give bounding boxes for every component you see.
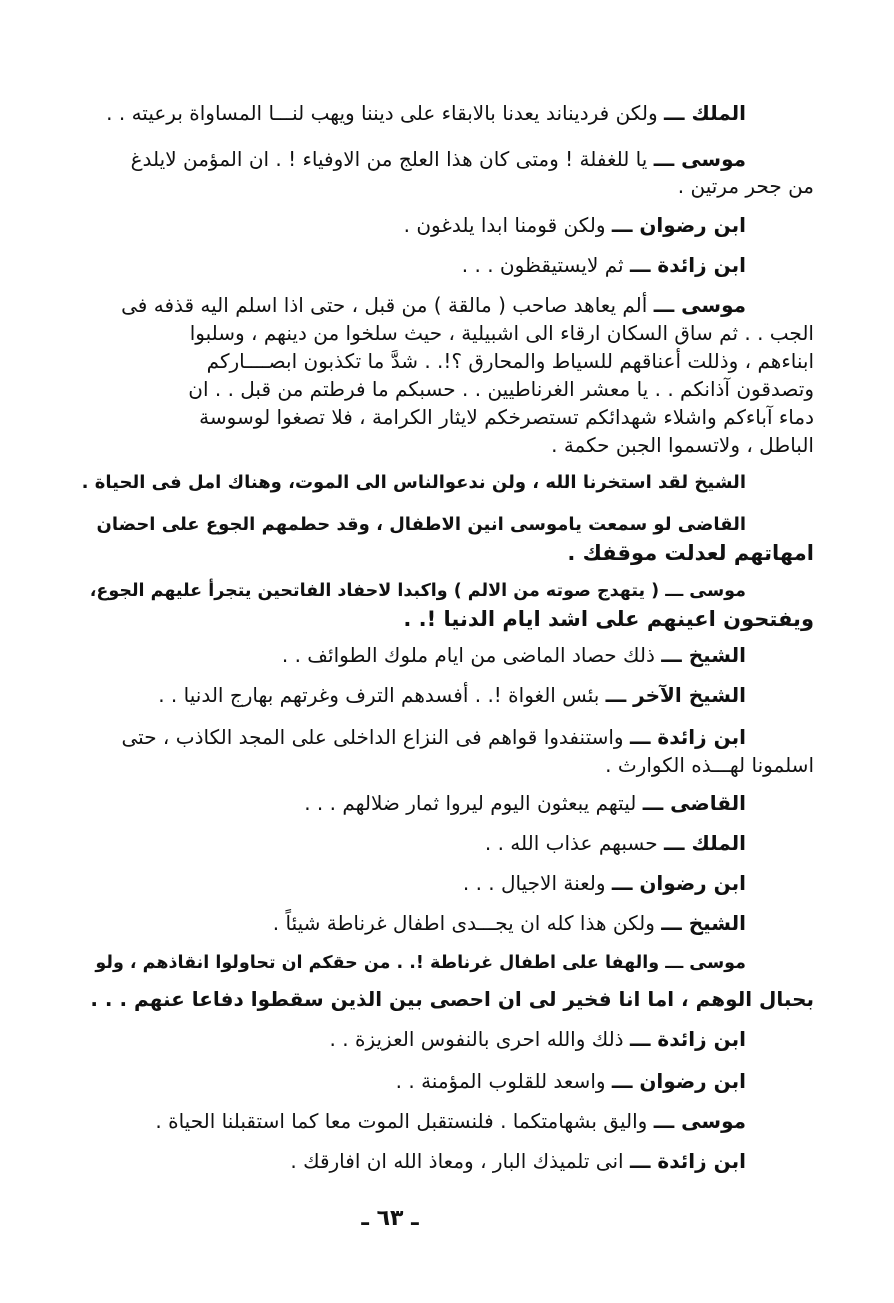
dialogue-line	[330, 1026, 746, 1052]
dialogue-text: ولكن قومنا ابدا يلدغون .	[403, 213, 612, 237]
dialogue-text: ولكن هذا كله ان يجـــدى اطفال غرناطة شيئاً .	[272, 911, 662, 935]
dialogue-line	[273, 910, 746, 936]
dialogue-line	[462, 252, 746, 278]
dialogue-line	[678, 173, 814, 199]
dialogue-line	[96, 512, 746, 538]
dialogue-text: واستنفدوا قواهم فى النزاع الداخلى على المجد الكاذب ، حتى	[121, 725, 630, 749]
dialogue-text: وتصدقون آذانكم . . يا معشر الغرناطيين . . حسبكم ما فرطتم من قبل . . ان	[188, 377, 814, 401]
dialogue-line	[396, 1068, 746, 1094]
dialogue-text: يا للغفلة ! ومتى كان هذا العلج من الاوفياء ! . ان المؤمن لايلدغ	[130, 147, 654, 171]
speaker-name: موسى ـــ	[665, 953, 746, 973]
dialogue-text: لو سمعت ياموسى انين الاطفال ، وقد حطمهم الجوع على احضان	[96, 514, 678, 535]
dialogue-line	[403, 606, 814, 632]
dialogue-text: واسعد للقلوب المؤمنة . .	[395, 1069, 612, 1093]
speaker-name: القاضى	[677, 514, 746, 535]
speaker-name: ابن زائدة ـــ	[629, 253, 746, 277]
dialogue-line	[121, 292, 746, 318]
dialogue-text: واليق بشهامتكما . فلنستقبل الموت معا كما استقبلنا الحياة .	[155, 1109, 654, 1133]
dialogue-line	[304, 790, 746, 816]
page-number: ـ ٦٣ ـ	[361, 1206, 419, 1231]
dialogue-line	[207, 348, 814, 374]
speaker-name: الشيخ	[694, 472, 746, 493]
speaker-name: الشيخ ـــ	[661, 643, 746, 667]
dialogue-line	[282, 642, 746, 668]
dialogue-text: ذلك حصاد الماضى من ايام ملوك الطوائف . .	[281, 643, 662, 667]
dialogue-line	[188, 376, 814, 402]
dialogue-text: والهفا على اطفال غرناطة !. . من حقكم ان تحاولوا انقاذهم ، ولو	[95, 953, 666, 973]
dialogue-line	[463, 870, 746, 896]
dialogue-line	[95, 950, 746, 976]
dialogue-text: ( يتهدج صوته من الالم ) واكبدا لاحفاد الفاتحين يتجرأ عليهم الجوع،	[89, 581, 666, 601]
speaker-name: ابن زائدة ـــ	[629, 1149, 746, 1173]
dialogue-text: حسبهم عذاب الله . .	[484, 831, 664, 855]
dialogue-line	[90, 986, 814, 1012]
dialogue-text: ويفتحون اعينهم على اشد ايام الدنيا !. .	[403, 607, 814, 631]
dialogue-line	[567, 540, 814, 566]
dialogue-text: ولعنة الاجيال . . .	[462, 871, 612, 895]
speaker-name: موسى ـــ	[653, 147, 746, 171]
dialogue-text: ذلك والله احرى بالنفوس العزيزة . .	[329, 1027, 630, 1051]
dialogue-text: اسلمونا لهـــذه الكوارث .	[605, 753, 814, 777]
dialogue-line	[190, 320, 814, 346]
speaker-name: ابن رضوان ـــ	[611, 871, 746, 895]
speaker-name: الشيخ ـــ	[661, 911, 746, 935]
dialogue-line	[106, 100, 746, 126]
dialogue-line	[404, 212, 746, 238]
dialogue-line	[605, 752, 814, 778]
dialogue-text: ليتهم يبعثون اليوم ليروا ثمار ضلالهم . . .	[304, 791, 643, 815]
dialogue-line	[82, 470, 746, 496]
speaker-name: موسى ـــ	[665, 581, 746, 601]
dialogue-line	[90, 578, 746, 604]
dialogue-line	[158, 682, 746, 708]
dialogue-text: من جحر مرتين .	[677, 174, 814, 198]
dialogue-text: ثم لايستيقظون . . .	[461, 253, 630, 277]
dialogue-text: الجب . . ثم ساق السكان ارقاء الى اشبيلية ، حيث سلخوا من دينهم ، وسلبوا	[189, 321, 814, 345]
speaker-name: ابن رضوان ـــ	[611, 1069, 746, 1093]
dialogue-text: انى تلميذك البار ، ومعاذ الله ان افارقك .	[290, 1149, 630, 1173]
speaker-name: الملك ـــ	[663, 101, 746, 125]
speaker-name: القاضى ـــ	[642, 791, 746, 815]
speaker-name: موسى ـــ	[653, 1109, 746, 1133]
speaker-name: ابن زائدة ـــ	[629, 1027, 746, 1051]
dialogue-line	[155, 1108, 746, 1134]
speaker-name: ابن زائدة ـــ	[629, 725, 746, 749]
speaker-name: الشيخ الآخر ـــ	[605, 683, 746, 707]
dialogue-line	[122, 724, 747, 750]
dialogue-text: ألم يعاهد صاحب ( مالقة ) من قبل ، حتى اذا اسلم اليه قذفه فى	[121, 293, 654, 317]
dialogue-line	[551, 432, 814, 458]
dialogue-text: ابناءهم ، وذللت أعناقهم للسياط والمحارق ؟!. . شدَّ ما تكذبون ابصــــاركم	[206, 349, 814, 373]
dialogue-text: ولكن فرديناند يعدنا بالابقاء على ديننا ويهب لنـــا المساواة برعيته . .	[106, 101, 664, 125]
dialogue-text: بئس الغواة !. . أفسدهم الترف وغرتهم بهارج الدنيا . .	[158, 683, 606, 707]
dialogue-line	[485, 830, 746, 856]
dialogue-text: امهاتهم لعدلت موقفك .	[567, 541, 814, 565]
speaker-name: ابن رضوان ـــ	[611, 213, 746, 237]
dialogue-line	[290, 1148, 746, 1174]
dialogue-text: دماء آباءكم واشلاء شهدائكم تستصرخكم لايثار الكرامة ، فلا تصغوا لوسوسة	[199, 405, 814, 429]
dialogue-line	[131, 146, 746, 172]
dialogue-text: الباطل ، ولاتسموا الجبن حكمة .	[551, 433, 814, 457]
speaker-name: موسى ـــ	[653, 293, 746, 317]
dialogue-line	[199, 404, 814, 430]
dialogue-text: بحبال الوهم ، اما انا فخير لى ان احصى بين الذين سقطوا دفاعا عنهم . . .	[90, 987, 814, 1011]
speaker-name: الملك ـــ	[663, 831, 746, 855]
dialogue-text: لقد استخرنا الله ، ولن ندعوالناس الى الموت، وهناك امل فى الحياة .	[81, 472, 695, 493]
